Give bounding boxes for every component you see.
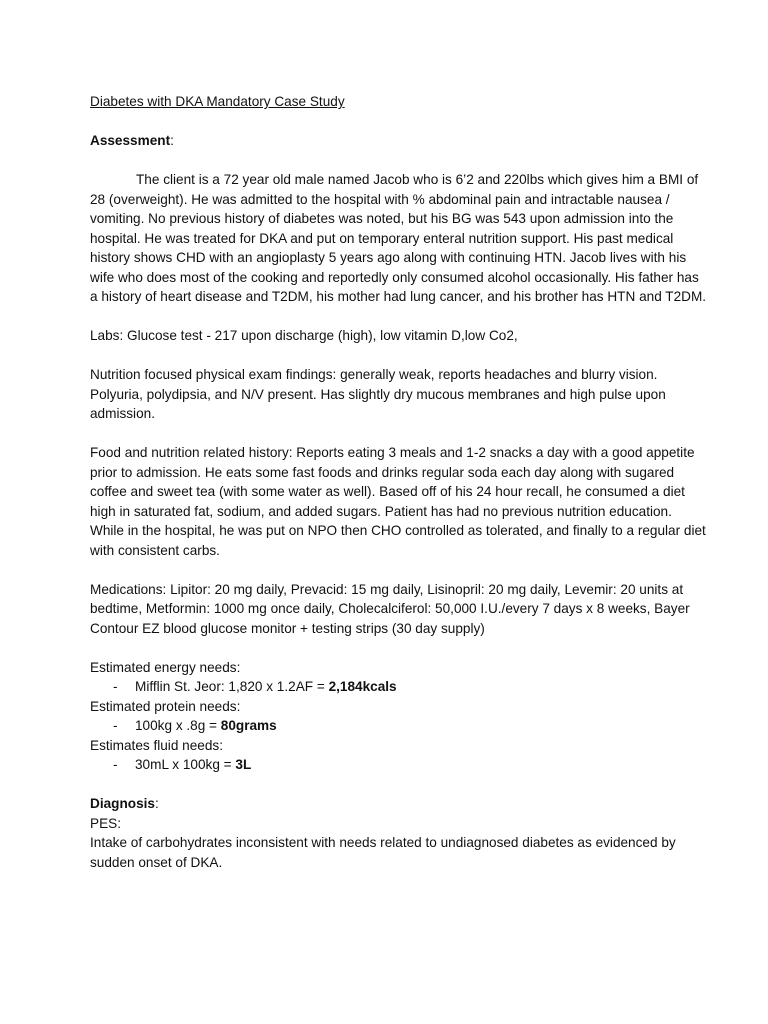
energy-needs-item bbox=[90, 677, 708, 697]
assessment-paragraph: The client is a 72 year old male named Jacob who is 6’2 and 220lbs which gives him a BMI of 28 (overweight). He was admitted to the hospital with % abdominal pain and intractable nausea / vomiting. No previous history of diabetes was noted, but his BG was 543 upon admission into the hospital. He was treated for DKA and put on temporary enteral nutrition support. His past medical history shows CHD with an angioplasty 5 years ago along with continuing HTN. Jacob lives with his wife who does most of the cooking and reportedly only consumed alcohol occasionally. His father has a history of heart disease and T2DM, his mother had lung cancer, and his brother has HTN and T2DM. bbox=[90, 172, 707, 304]
diagnosis-heading-text: Diagnosis bbox=[90, 796, 155, 811]
protein-needs-item bbox=[90, 716, 708, 736]
diagnosis-heading-colon: : bbox=[154, 796, 159, 811]
document-title: Diabetes with DKA Mandatory Case Study bbox=[90, 94, 345, 109]
protein-needs-label: Estimated protein needs: bbox=[90, 698, 241, 714]
assessment-heading-text: Assessment bbox=[90, 133, 171, 148]
bullet-dash: - bbox=[113, 718, 118, 733]
pes-statement: Intake of carbohydrates inconsistent with needs related to undiagnosed diabetes as evidenced by sudden onset of DKA. bbox=[90, 835, 676, 870]
fluid-needs-item bbox=[90, 755, 708, 775]
protein-result: 80grams bbox=[220, 718, 277, 733]
fluid-result: 3L bbox=[235, 757, 252, 772]
fluid-calc-text: 30mL x 100kg = bbox=[135, 757, 236, 772]
protein-needs-calc bbox=[135, 716, 277, 736]
energy-needs-label: Estimated energy needs: bbox=[90, 659, 241, 675]
pes-label: PES: bbox=[90, 815, 121, 831]
energy-calc-text: Mifflin St. Jeor: 1,820 x 1.2AF = bbox=[135, 679, 329, 694]
bullet-dash: - bbox=[113, 757, 118, 772]
nfpe-paragraph: Nutrition focused physical exam findings: generally weak, reports headaches and blurry vision. Polyuria, polydipsia, and N/V present. Has slightly dry mucous membranes and high pulse upon admission. bbox=[90, 367, 666, 421]
protein-calc-text: 100kg x .8g = bbox=[135, 718, 221, 733]
energy-result: 2,184kcals bbox=[328, 679, 397, 694]
food-history-paragraph: Food and nutrition related history: Reports eating 3 meals and 1-2 snacks a day with a good appetite prior to admission. He eats some fast foods and drinks regular soda each day along with sugared coffee and sweet tea (with some water as well). Based off of his 24 hour recall, he consumed a diet high in saturated fat, sodium, and added sugars. Patient has had no previous nutrition education. While in the hospital, he was put on NPO then CHO controlled as tolerated, and finally to a regular diet with consistent carbs. bbox=[90, 445, 706, 558]
assessment-heading bbox=[90, 131, 708, 151]
energy-needs-calc bbox=[135, 677, 397, 697]
assessment-heading-colon: : bbox=[170, 133, 174, 148]
fluid-needs-calc bbox=[135, 755, 251, 775]
labs-paragraph: Labs: Glucose test - 217 upon discharge (high), low vitamin D,low Co2, bbox=[90, 328, 518, 343]
fluid-needs-label: Estimates fluid needs: bbox=[90, 737, 223, 753]
medications-paragraph: Medications: Lipitor: 20 mg daily, Prevacid: 15 mg daily, Lisinopril: 20 mg daily, Levemir: 20 units at bedtime, Metformin: 1000 mg once daily, Cholecalciferol: 50,000 I.U./every 7 days x 8 weeks, Bayer Contour EZ blood glucose monitor + testing strips (30 day supply) bbox=[90, 581, 690, 636]
bullet-dash: - bbox=[113, 679, 118, 694]
diagnosis-heading bbox=[90, 794, 708, 814]
